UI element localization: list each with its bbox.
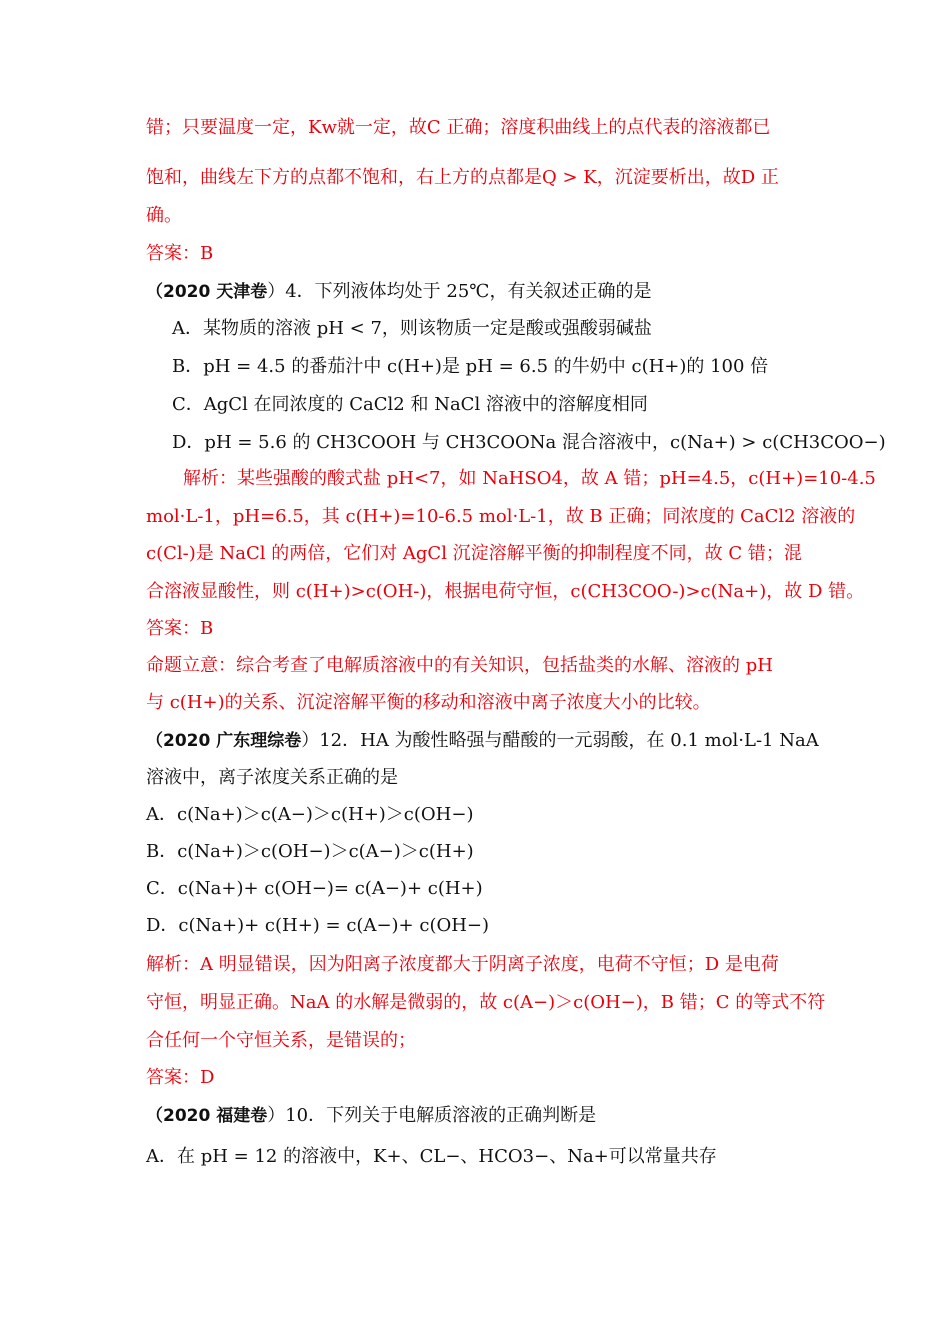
question-source: （2020 福建卷 [146,1106,268,1126]
answer-line: 答案：D [146,1067,215,1088]
question-header [146,729,819,753]
answer-line: 答案：B [146,618,214,639]
option-d: D．pH = 5.6 的 CH3COOH 与 CH3COONa 混合溶液中，c(Na+) > c(CH3COO−) [172,432,886,453]
option-c: C．AgCl 在同浓度的 CaCl2 和 NaCl 溶液中的溶解度相同 [172,394,648,415]
option-a: A．在 pH = 12 的溶液中，K+、CL−、HCO3−、Na+可以常量共存 [146,1146,717,1167]
option-a: A．某物质的溶液 pH < 7，则该物质一定是酸或强酸弱碱盐 [172,318,652,339]
explanation-line: 守恒，明显正确。NaA 的水解是微弱的，故 c(A−)＞c(OH−)，B 错；C 的等式不符 [146,992,826,1013]
question-source: （2020 广东理综卷 [146,731,302,751]
intent-line: 与 c(H+)的关系、沉淀溶解平衡的移动和溶液中离子浓度大小的比较。 [146,692,711,713]
explanation-line: c(Cl-)是 NaCl 的两倍，它们对 AgCl 沉淀溶解平衡的抑制程度不同，故 C 错；混 [146,543,802,564]
question-source: （2020 天津卷 [146,282,268,302]
explanation-line: 解析：某些强酸的酸式盐 pH<7，如 NaHSO4，故 A 错；pH=4.5，c(H+)=10-4.5 [183,468,876,489]
explanation-line: 解析：A 明显错误，因为阳离子浓度都大于阴离子浓度，电荷不守恒；D 是电荷 [146,954,779,975]
question-stem-line: 溶液中，离子浓度关系正确的是 [146,767,398,788]
intent-line: 命题立意：综合考查了电解质溶液中的有关知识，包括盐类的水解、溶液的 pH [146,655,773,676]
answer-line: 答案：B [146,243,214,264]
question-header [146,1104,810,1128]
explanation-line: 确。 [146,205,182,226]
explanation-line: mol·L-1，pH=6.5，其 c(H+)=10-6.5 mol·L-1，故 B 正确；同浓度的 CaCl2 溶液的 [146,506,856,527]
explanation-line: 饱和，曲线左下方的点都不饱和，右上方的点都是Q > K，沉淀要析出，故D 正 [146,167,779,188]
question-stem: ）12．HA 为酸性略强与醋酸的一元弱酸，在 0.1 mol·L-1 NaA [301,730,819,751]
option-c: C．c(Na+)+ c(OH−)= c(A−)+ c(H+) [146,878,483,899]
option-d: D．c(Na+)+ c(H+) = c(A−)+ c(OH−) [146,915,490,936]
question-header [146,280,810,304]
explanation-line: 合溶液显酸性，则 c(H+)>c(OH-)，根据电荷守恒，c(CH3COO-)>c(Na+)，故 D 错。 [146,581,865,602]
option-b: B．c(Na+)＞c(OH−)＞c(A−)＞c(H+) [146,841,474,862]
explanation-line: 合任何一个守恒关系，是错误的； [146,1030,416,1051]
explanation-line: 错；只要温度一定，Kw就一定，故C 正确；溶度积曲线上的点代表的溶液都已 [146,117,771,138]
option-a: A．c(Na+)＞c(A−)＞c(H+)＞c(OH−) [146,804,474,825]
question-stem: ）10．下列关于电解质溶液的正确判断是 [267,1105,597,1126]
option-b: B．pH = 4.5 的番茄汁中 c(H+)是 pH = 6.5 的牛奶中 c(H+)的 100 倍 [172,356,769,377]
question-stem: ）4．下列液体均处于 25℃，有关叙述正确的是 [267,281,652,302]
